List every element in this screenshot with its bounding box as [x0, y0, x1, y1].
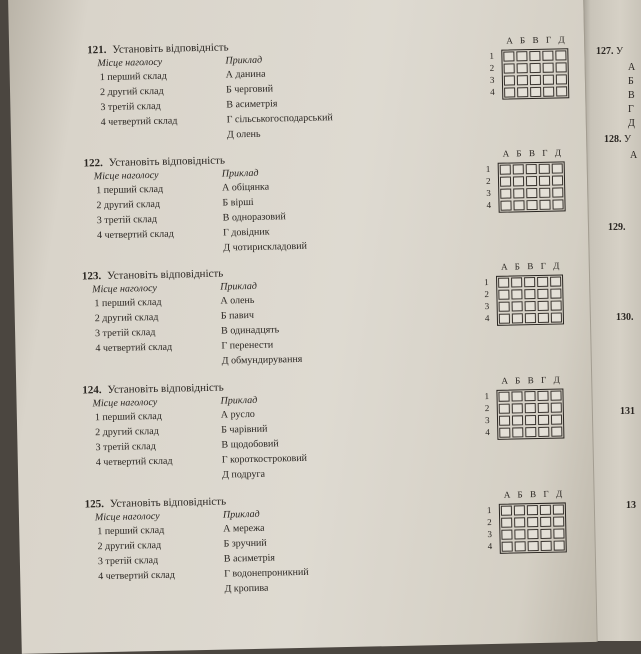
answer-cell[interactable] — [538, 427, 549, 437]
answer-cell[interactable] — [555, 50, 566, 60]
grid-letter: В — [527, 375, 534, 386]
syllable-option: 4 четвертий склад — [95, 455, 173, 469]
answer-cell[interactable] — [540, 517, 551, 527]
example-word: В асиметрія — [226, 98, 278, 111]
next-item-130: 130. — [616, 312, 634, 323]
next-fragment: В — [628, 90, 635, 101]
next-fragment: Б — [628, 76, 634, 87]
example-word: Г довідник — [222, 226, 270, 239]
grid-cells — [498, 161, 566, 212]
syllable-option: 3 третій склад — [100, 100, 161, 114]
answer-cell[interactable] — [541, 541, 552, 551]
example-word: В одноразовий — [222, 211, 286, 224]
example-word: Г короткостроковий — [221, 452, 308, 466]
answer-cell[interactable] — [556, 62, 567, 72]
answer-cell[interactable] — [537, 277, 548, 287]
example-word: Д подруга — [222, 468, 266, 481]
answer-cell[interactable] — [542, 51, 553, 61]
answer-cell[interactable] — [498, 290, 509, 300]
answer-cell[interactable] — [511, 277, 522, 287]
grid-row-number: 2 — [485, 175, 491, 187]
syllable-option: 2 другий склад — [99, 85, 164, 99]
answer-cell[interactable] — [504, 63, 515, 73]
grid-column-letters — [499, 147, 564, 158]
next-fragment: Д — [628, 118, 635, 129]
answer-cell[interactable] — [551, 300, 562, 310]
next-fragment: А — [628, 62, 636, 73]
example-word: А данина — [225, 68, 266, 81]
answer-cell[interactable] — [501, 506, 512, 516]
answer-cell[interactable] — [512, 415, 523, 425]
grid-letter: Д — [555, 488, 563, 499]
grid-cells — [496, 274, 564, 325]
answer-cell[interactable] — [512, 313, 523, 323]
answer-cell[interactable] — [553, 504, 564, 514]
syllable-option: 3 третій склад — [95, 441, 156, 454]
stress-position-header: Місце наголосу — [97, 56, 163, 70]
example-word: Б павич — [220, 309, 255, 322]
exercise-122 — [83, 147, 562, 268]
answer-cell[interactable] — [551, 402, 562, 412]
grid-letter: А — [500, 261, 508, 272]
grid-letter: Д — [554, 147, 562, 158]
answer-cell[interactable] — [538, 313, 549, 323]
stress-position-header: Місце наголосу — [92, 396, 158, 410]
example-word: А олень — [220, 294, 255, 307]
answer-cell[interactable] — [529, 51, 540, 61]
grid-letter: В — [529, 489, 537, 500]
answer-cell[interactable] — [513, 188, 524, 198]
grid-letter: Б — [519, 35, 526, 46]
answer-cell[interactable] — [553, 516, 564, 526]
grid-row-numbers — [484, 276, 490, 324]
answer-cell[interactable] — [527, 529, 538, 539]
grid-column-letters — [503, 34, 568, 45]
exercise-121 — [87, 34, 565, 155]
next-item-131: 131 — [620, 406, 635, 417]
exercise-number: 121. — [87, 43, 107, 57]
grid-row-number: 1 — [486, 504, 492, 516]
grid-row-numbers — [489, 50, 495, 98]
exercise-125 — [84, 488, 563, 609]
next-item-129: 129. — [608, 222, 626, 233]
answer-cell[interactable] — [539, 188, 550, 198]
grid-row-number: 4 — [487, 540, 493, 552]
example-word: Г перенести — [221, 339, 274, 352]
answer-cell[interactable] — [525, 403, 536, 413]
grid-row-number: 3 — [486, 187, 491, 199]
exercise-123 — [81, 260, 560, 381]
grid-letter: А — [502, 148, 510, 159]
example-word: Г водонепроникний — [224, 566, 309, 580]
grid-letter: Г — [545, 34, 552, 45]
grid-row-number: 1 — [484, 276, 489, 288]
answer-cell[interactable] — [551, 414, 562, 424]
answer-cell[interactable] — [502, 542, 513, 552]
example-word: В одинадцять — [220, 324, 280, 337]
exercise-title — [82, 268, 224, 283]
grid-row-numbers — [486, 163, 492, 211]
grid-letter: Г — [540, 260, 547, 271]
grid-column-letters — [498, 374, 563, 385]
grid-row-number: 1 — [489, 50, 495, 61]
answer-cell[interactable] — [513, 200, 524, 210]
answer-cell[interactable] — [530, 87, 541, 97]
answer-cell[interactable] — [513, 164, 524, 174]
answer-cell[interactable] — [512, 427, 523, 437]
exercise-number: 122. — [83, 157, 103, 170]
example-word: Г сільськогосподарський — [226, 112, 333, 126]
answer-cell[interactable] — [552, 175, 563, 185]
answer-cell[interactable] — [524, 289, 535, 299]
example-word: А русло — [220, 408, 256, 421]
example-word: Д обмундирування — [221, 353, 303, 367]
answer-cell[interactable] — [511, 289, 522, 299]
syllable-option: 1 перший склад — [94, 296, 162, 310]
answer-cell[interactable] — [551, 426, 562, 436]
answer-cell[interactable] — [517, 87, 528, 97]
grid-row-number: 2 — [484, 288, 489, 300]
example-word: Б зручний — [223, 537, 267, 550]
grid-cells — [496, 388, 564, 439]
answer-cell[interactable] — [527, 505, 538, 515]
answer-cell[interactable] — [554, 540, 565, 550]
stress-position-header: Місце наголосу — [92, 282, 157, 296]
grid-letter: Г — [542, 147, 548, 158]
example-word: А обіцянка — [221, 181, 270, 194]
answer-cell[interactable] — [543, 75, 554, 85]
syllable-option: 4 четвертий склад — [98, 569, 176, 583]
grid-row-number: 2 — [489, 62, 495, 73]
exercise-instruction: Установіть відповідність — [109, 495, 227, 510]
syllable-option: 4 четвертий склад — [95, 341, 173, 355]
answer-cell[interactable] — [530, 75, 541, 85]
answer-cell[interactable] — [499, 428, 510, 438]
syllable-option: 3 третій склад — [95, 326, 156, 340]
grid-row-number: 1 — [485, 163, 491, 175]
answer-cell[interactable] — [556, 86, 567, 96]
textbook-page — [8, 0, 598, 654]
answer-cell[interactable] — [514, 517, 525, 527]
exercise-instruction: Установіть відповідність — [107, 267, 224, 282]
example-word: А мережа — [223, 522, 265, 535]
answer-cell[interactable] — [503, 51, 514, 61]
example-word: В щодобовий — [221, 438, 279, 451]
answer-cell[interactable] — [543, 63, 554, 73]
next-fragment: Г — [628, 104, 634, 115]
exercise-title — [82, 382, 224, 397]
grid-letter: В — [532, 34, 539, 46]
answer-cell[interactable] — [527, 517, 538, 527]
syllable-option: 4 четвертий склад — [96, 228, 174, 242]
grid-letter: Б — [516, 148, 522, 159]
example-header: Приклад — [220, 280, 257, 293]
answer-cell[interactable] — [537, 391, 548, 401]
answer-cell[interactable] — [543, 87, 554, 97]
syllable-option: 2 другий склад — [95, 425, 159, 439]
answer-cell[interactable] — [515, 541, 526, 551]
answer-cell[interactable] — [517, 75, 528, 85]
answer-cell[interactable] — [516, 51, 527, 61]
answer-cell[interactable] — [537, 289, 548, 299]
example-word: Д чотирискладовий — [223, 240, 307, 254]
answer-cell[interactable] — [553, 528, 564, 538]
grid-letter: Д — [558, 34, 565, 45]
grid-letter: А — [501, 375, 509, 386]
answer-cell[interactable] — [500, 165, 511, 175]
grid-row-number: 4 — [486, 199, 492, 211]
grid-letter: Г — [540, 374, 547, 385]
example-word: В асиметрія — [223, 552, 276, 565]
grid-letter: Б — [517, 489, 523, 500]
exercise-instruction: Установіть відповідність — [112, 41, 229, 56]
answer-cell[interactable] — [556, 74, 567, 84]
answer-cell[interactable] — [504, 75, 515, 85]
syllable-option: 1 перший склад — [96, 183, 164, 197]
exercise-title — [85, 496, 227, 511]
grid-cells — [501, 48, 569, 99]
answer-cell[interactable] — [538, 415, 549, 425]
grid-row-number: 3 — [484, 300, 490, 312]
exercise-number: 123. — [81, 270, 102, 283]
next-item-127: 127. У — [596, 46, 624, 57]
grid-letter: В — [528, 148, 536, 159]
answer-cell[interactable] — [552, 163, 563, 173]
answer-cell[interactable] — [550, 288, 561, 298]
grid-column-letters — [498, 260, 563, 271]
exercise-instruction: Установіть відповідність — [107, 381, 224, 397]
exercise-instruction: Установіть відповідність — [108, 154, 226, 169]
answer-cell[interactable] — [501, 530, 512, 540]
answer-cell[interactable] — [499, 302, 510, 312]
answer-cell[interactable] — [512, 403, 523, 413]
answer-cell[interactable] — [514, 529, 525, 539]
example-word: Б вірші — [222, 196, 254, 209]
grid-row-number: 4 — [490, 86, 495, 97]
grid-letter: А — [506, 35, 513, 46]
answer-cell[interactable] — [513, 176, 524, 186]
syllable-option: 3 третій склад — [97, 554, 159, 568]
answer-cell[interactable] — [517, 63, 528, 73]
exercise-124 — [82, 374, 560, 495]
answer-cell[interactable] — [498, 392, 509, 402]
answer-cell[interactable] — [500, 177, 511, 187]
grid-row-number: 3 — [487, 528, 493, 540]
answer-cell[interactable] — [499, 314, 510, 324]
answer-cell[interactable] — [512, 301, 523, 311]
answer-cell[interactable] — [551, 312, 562, 322]
grid-row-numbers — [484, 390, 490, 438]
grid-letter: Б — [515, 375, 521, 386]
answer-cell[interactable] — [552, 187, 563, 197]
answer-cell[interactable] — [526, 164, 537, 174]
answer-cell[interactable] — [539, 176, 550, 186]
example-header: Приклад — [221, 167, 259, 180]
answer-cell[interactable] — [501, 518, 512, 528]
answer-cell[interactable] — [530, 63, 541, 73]
syllable-option: 2 другий склад — [94, 311, 159, 325]
grid-cells — [499, 502, 567, 553]
example-word: Б черговий — [225, 83, 274, 96]
example-header: Приклад — [222, 508, 260, 521]
answer-cell[interactable] — [525, 313, 536, 323]
answer-cell[interactable] — [526, 176, 537, 186]
grid-letter: Г — [543, 488, 549, 499]
answer-cell[interactable] — [526, 200, 537, 210]
syllable-option: 3 третій склад — [96, 213, 158, 227]
grid-letter: В — [527, 261, 534, 272]
answer-cell[interactable] — [498, 278, 509, 288]
syllable-option: 4 четвертий склад — [100, 115, 178, 129]
syllable-option: 1 перший склад — [97, 524, 165, 538]
answer-cell[interactable] — [511, 391, 522, 401]
grid-column-letters — [500, 488, 565, 499]
exercise-title — [87, 41, 229, 56]
exercise-title — [83, 154, 225, 169]
example-header: Приклад — [220, 394, 258, 407]
answer-cell[interactable] — [540, 529, 551, 539]
next-fragment: А — [630, 150, 638, 161]
grid-letter: Д — [553, 374, 560, 385]
next-item-128: 128. У — [604, 134, 632, 145]
answer-cell[interactable] — [499, 416, 510, 426]
answer-cell[interactable] — [525, 415, 536, 425]
answer-cell[interactable] — [526, 188, 537, 198]
grid-letter: Д — [553, 260, 560, 271]
answer-cell[interactable] — [525, 301, 536, 311]
syllable-option: 1 перший склад — [94, 410, 163, 424]
answer-cell[interactable] — [550, 276, 561, 286]
answer-cell[interactable] — [538, 403, 549, 413]
answer-cell[interactable] — [539, 200, 550, 210]
grid-row-number: 3 — [484, 415, 490, 426]
answer-cell[interactable] — [504, 87, 515, 97]
stress-position-header: Місце наголосу — [93, 169, 159, 183]
answer-cell[interactable] — [499, 404, 510, 414]
syllable-option: 1 перший склад — [99, 70, 167, 84]
answer-cell[interactable] — [514, 505, 525, 515]
exercise-number: 125. — [84, 498, 105, 511]
answer-cell[interactable] — [500, 201, 511, 211]
example-word: Д олень — [226, 128, 261, 141]
exercise-number: 124. — [82, 384, 102, 397]
answer-cell[interactable] — [550, 390, 561, 400]
grid-row-number: 1 — [484, 391, 490, 402]
grid-row-number: 4 — [484, 312, 490, 324]
grid-row-number: 2 — [484, 403, 490, 414]
example-header: Приклад — [225, 54, 263, 67]
answer-cell[interactable] — [525, 427, 536, 437]
next-item-132: 13 — [626, 500, 636, 511]
grid-row-numbers — [487, 504, 493, 552]
answer-cell[interactable] — [538, 301, 549, 311]
answer-cell[interactable] — [552, 199, 563, 209]
grid-letter: Б — [514, 261, 520, 272]
example-word: Д кропива — [224, 582, 269, 595]
stress-position-header: Місце наголосу — [94, 510, 160, 524]
grid-row-number: 2 — [487, 516, 492, 528]
answer-cell[interactable] — [500, 189, 511, 199]
answer-cell[interactable] — [524, 277, 535, 287]
answer-cell[interactable] — [539, 164, 550, 174]
grid-row-number: 4 — [485, 427, 490, 438]
grid-letter: А — [503, 489, 511, 500]
syllable-option: 2 другий склад — [96, 198, 161, 212]
answer-cell[interactable] — [528, 541, 539, 551]
grid-row-number: 3 — [489, 74, 495, 85]
answer-cell[interactable] — [540, 505, 551, 515]
example-word: Б чарівний — [221, 423, 268, 436]
answer-cell[interactable] — [524, 391, 535, 401]
syllable-option: 2 другий склад — [97, 539, 162, 553]
